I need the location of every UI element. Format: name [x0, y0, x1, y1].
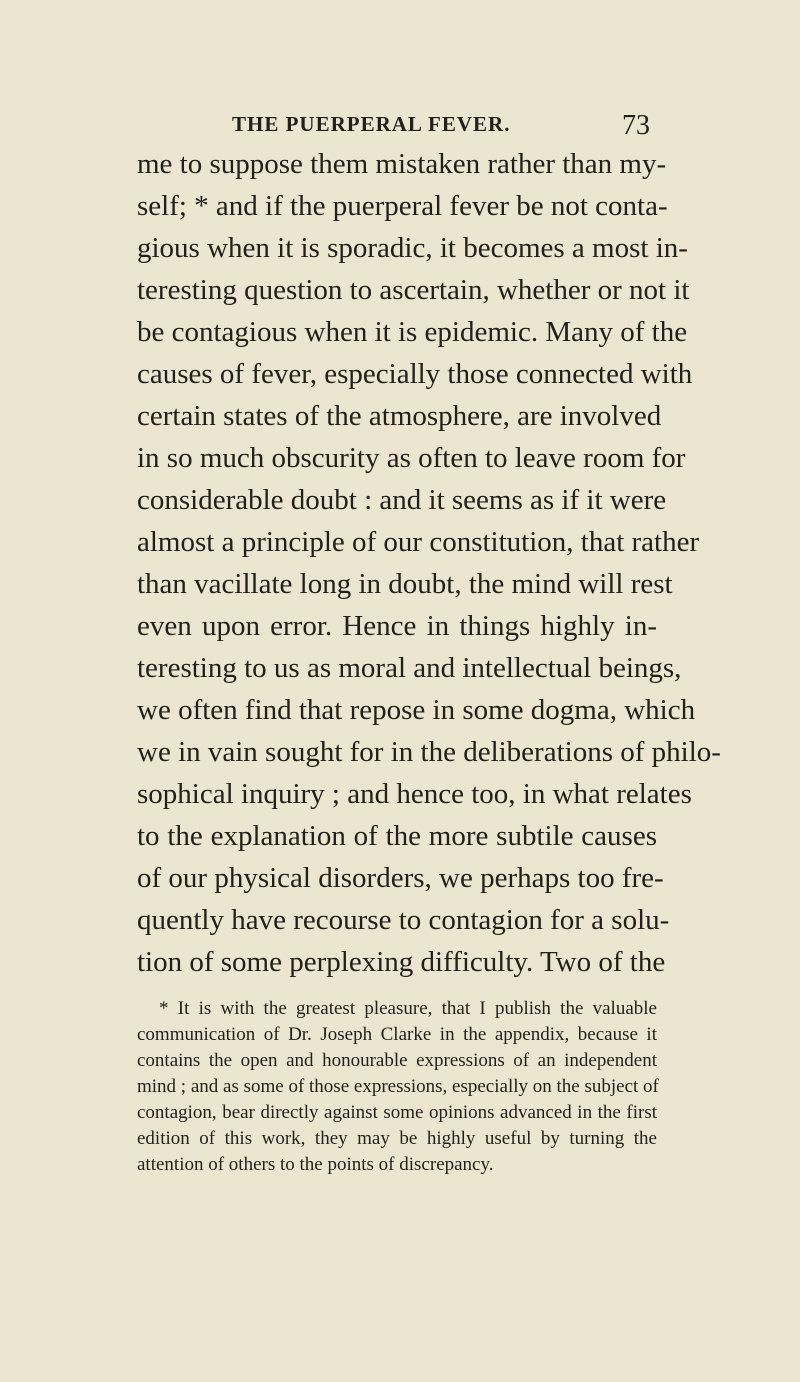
page-number: 73 [622, 110, 650, 141]
body-line: considerable doubt : and it seems as if it were [137, 484, 667, 516]
body-line: even upon error. Hence in things highly in- [137, 610, 657, 642]
body-line: gious when it is sporadic, it becomes a most in- [137, 232, 688, 264]
body-line: causes of fever, especially those connected with [137, 358, 693, 390]
body-line: to the explanation of the more subtile causes [137, 820, 657, 852]
body-line: of our physical disorders, we perhaps too fre- [137, 862, 664, 894]
body-line: certain states of the atmosphere, are involved [137, 400, 662, 432]
body-line: self; * and if the puerperal fever be not conta- [137, 190, 668, 222]
footnote-line: * It is with the greatest pleasure, that I publish the valuable [159, 998, 657, 1019]
running-head [0, 112, 800, 142]
footnote-line: contains the open and honourable expressions of an independent [137, 1050, 657, 1071]
footnote-line: mind ; and as some of those expressions, especially on the subject of [137, 1076, 659, 1097]
body-line: me to suppose them mistaken rather than my- [137, 148, 667, 180]
body-line: than vacillate long in doubt, the mind will rest [137, 568, 673, 600]
body-line: almost a principle of our constitution, that rather [137, 526, 700, 558]
body-line: be contagious when it is epidemic. Many of the [137, 316, 688, 348]
body-line: tion of some perplexing difficulty. Two of the [137, 946, 666, 978]
body-line: quently have recourse to contagion for a solu- [137, 904, 670, 936]
footnote-line: edition of this work, they may be highly useful by turning the [137, 1128, 657, 1149]
body-line: in so much obscurity as often to leave room for [137, 442, 686, 474]
footnote-line: communication of Dr. Joseph Clarke in the appendix, because it [137, 1024, 657, 1045]
body-text [137, 143, 721, 983]
footnote-line: attention of others to the points of discrepancy. [137, 1154, 494, 1175]
running-title: THE PUERPERAL FEVER. [232, 112, 511, 136]
footnote-line: contagion, bear directly against some opinions advanced in the first [137, 1102, 657, 1123]
footnote [137, 996, 657, 1178]
body-line: we in vain sought for in the deliberations of philo- [137, 736, 721, 768]
body-line: sophical inquiry ; and hence too, in what relates [137, 778, 692, 810]
body-line: teresting question to ascertain, whether or not it [137, 274, 690, 306]
body-line: teresting to us as moral and intellectual beings, [137, 652, 682, 684]
body-line: we often find that repose in some dogma, which [137, 694, 696, 726]
